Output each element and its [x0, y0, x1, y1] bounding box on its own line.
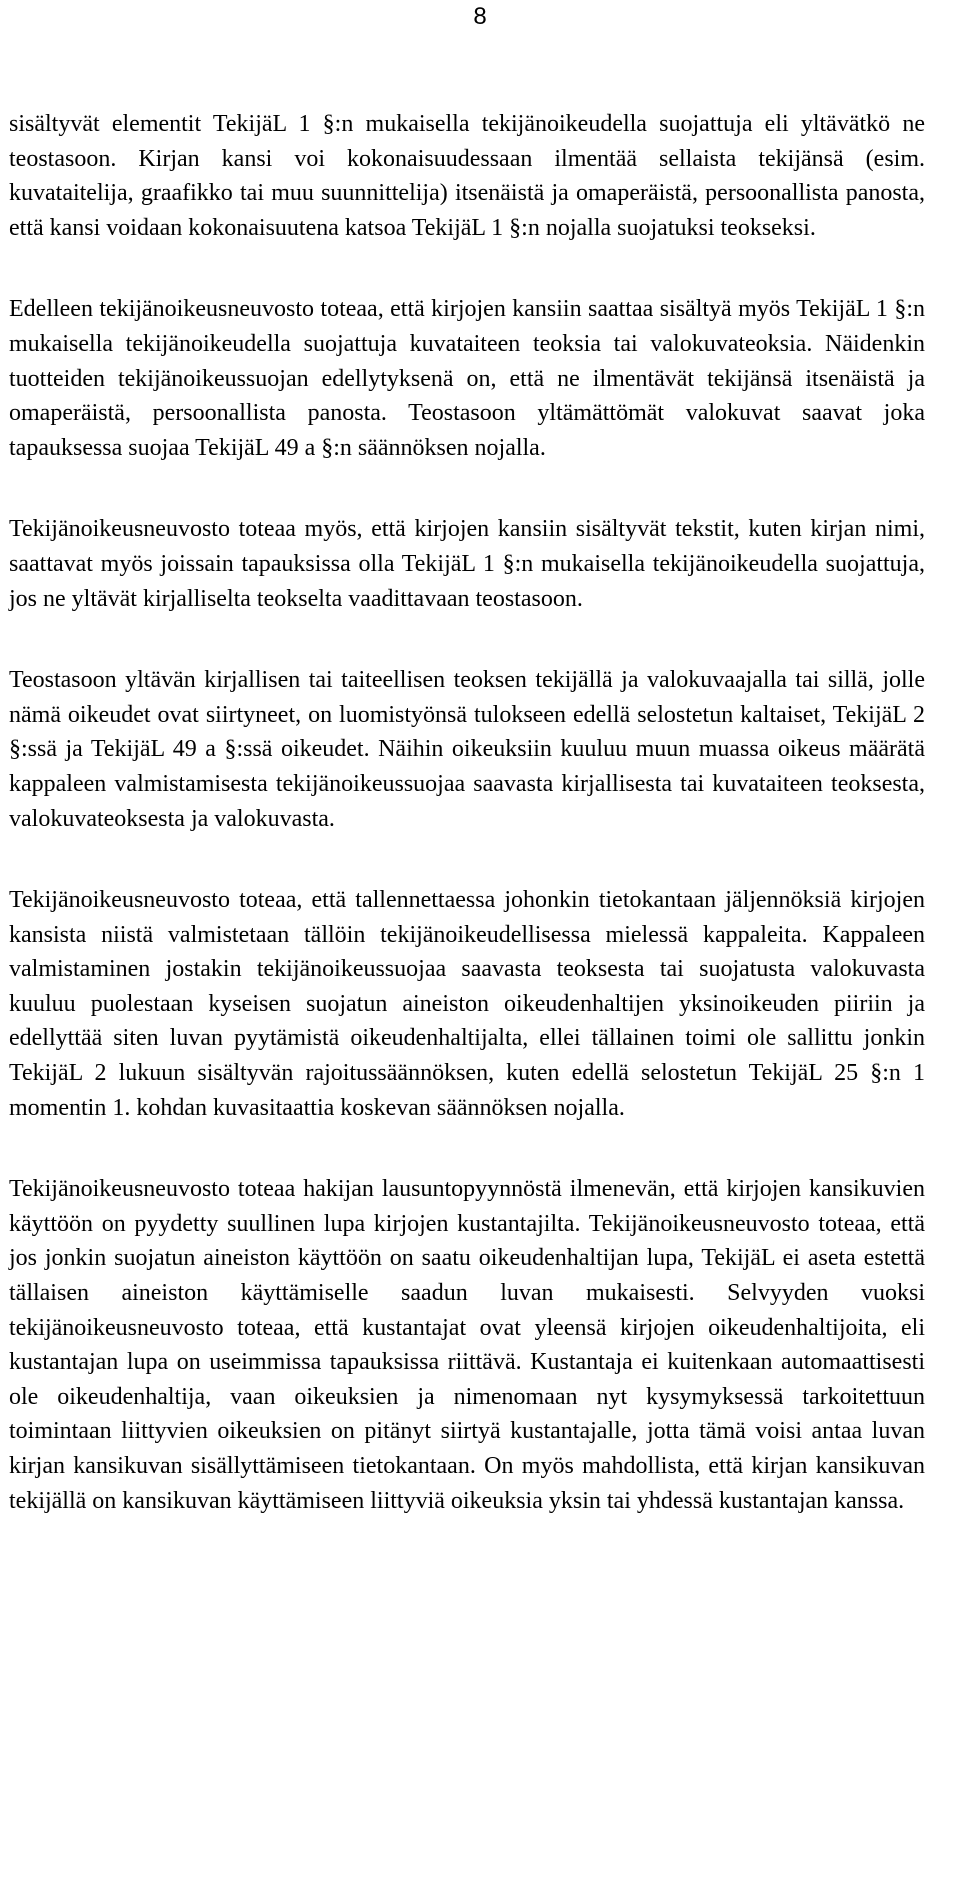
page-number: 8	[473, 3, 487, 30]
document-body	[9, 107, 925, 1518]
paragraph-2: Edelleen tekijänoikeusneuvosto toteaa, että kirjojen kansiin saattaa sisältyä myös TekijäL 1 §:n mukaisella tekijänoikeudella suojattuja kuvataiteen teoksia tai valokuvateoksia. Näidenkin tuotteiden tekijänoikeussuojan edellytyksenä on, että ne ilmentävät tekijänsä itsenäistä ja omaperäistä, persoonallista panosta. Teostasoon yltämättömät valokuvat saavat joka tapauksessa suojaa TekijäL 49 a §:n säännöksen nojalla.	[9, 296, 925, 461]
paragraph-5: Tekijänoikeusneuvosto toteaa, että tallennettaessa johonkin tietokantaan jäljennöksiä kirjojen kansista niistä valmistetaan tällöin tekijänoikeudellisessa mielessä kappaleita. Kappaleen valmistaminen jostakin tekijänoikeussuojaa saavasta teoksesta tai suojatusta valokuvasta kuuluu puolestaan kyseisen suojatun aineiston oikeudenhaltijen yksinoikeuden piiriin ja edellyttää siten luvan pyytämistä oikeudenhaltijalta, ellei tällainen toimi ole sallittu jonkin TekijäL 2 lukuun sisältyvän rajoitussäännöksen, kuten edellä selostetun TekijäL 25 §:n 1 momentin 1. kohdan kuvasitaattia koskevan säännöksen nojalla.	[9, 887, 925, 1121]
paragraph-3: Tekijänoikeusneuvosto toteaa myös, että kirjojen kansiin sisältyvät tekstit, kuten kirjan nimi, saattavat myös joissain tapauksissa olla TekijäL 1 §:n mukaisella tekijänoikeudella suojattuja, jos ne yltävät kirjalliselta teokselta vaadittavaan teostasoon.	[9, 516, 925, 612]
paragraph-4: Teostasoon yltävän kirjallisen tai taiteellisen teoksen tekijällä ja valokuvaajalla tai sillä, jolle nämä oikeudet ovat siirtyneet, on luomistyönsä tulokseen edellä selostetun kaltaiset, TekijäL 2 §:ssä ja TekijäL 49 a §:ssä oikeudet. Näihin oikeuksiin kuuluu muun muassa oikeus määrätä kappaleen valmistamisesta tekijänoikeussuojaa saavasta kirjallisesta tai kuvataiteen teoksesta, valokuvateoksesta ja valokuvasta.	[9, 667, 925, 832]
paragraph-1: sisältyvät elementit TekijäL 1 §:n mukaisella tekijänoikeudella suojattuja eli yltävätkö ne teostasoon. Kirjan kansi voi kokonaisuudessaan ilmentää sellaista tekijänsä (esim. kuvataitelija, graafikko tai muu suunnittelija) itsenäistä ja omaperäistä, persoonallista panosta, että kansi voidaan kokonaisuutena katsoa TekijäL 1 §:n nojalla suojatuksi teokseksi.	[9, 111, 925, 241]
paragraph-6: Tekijänoikeusneuvosto toteaa hakijan lausuntopyynnöstä ilmenevän, että kirjojen kansikuvien käyttöön on pyydetty suullinen lupa kirjojen kustantajilta. Tekijänoikeusneuvosto toteaa, että jos jonkin suojatun aineiston käyttöön on saatu oikeudenhaltijan lupa, TekijäL ei aseta estettä tällaisen aineiston käyttämiselle saadun luvan mukaisesti. Selvyyden vuoksi tekijänoikeusneuvosto toteaa, että kustantajat ovat yleensä kirjojen oikeudenhaltijoita, eli kustantajan lupa on useimmissa tapauksissa riittävä. Kustantaja ei kuitenkaan automaattisesti ole oikeudenhaltija, vaan oikeuksien ja nimenomaan nyt kysymyksessä tarkoitettuun toimintaan liittyvien oikeuksien on pitänyt siirtyä kustantajalle, jotta tämä voisi antaa luvan kirjan kansikuvan sisällyttämiseen tietokantaan. On myös mahdollista, että kirjan kansikuvan tekijällä on kansikuvan käyttämiseen liittyviä oikeuksia yksin tai yhdessä kustantajan kanssa.	[9, 1176, 925, 1514]
